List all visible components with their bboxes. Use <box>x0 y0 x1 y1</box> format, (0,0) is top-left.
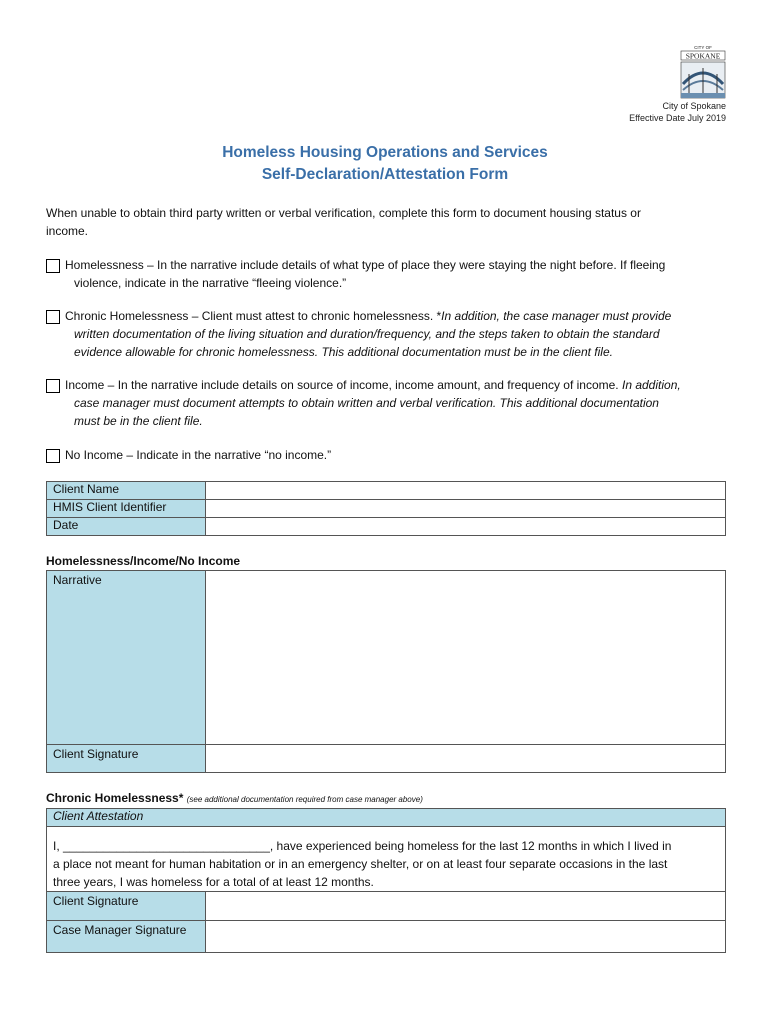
income-line3: must be in the client file. <box>74 414 203 428</box>
org-name: City of Spokane <box>662 101 726 111</box>
client-name-label: Client Name <box>47 482 206 500</box>
narrative-table <box>46 570 726 773</box>
no-income-line1: No Income – Indicate in the narrative “no income.” <box>65 448 332 462</box>
income-line1-plain: Income – In the narrative include details on source of income, income amount, and frequency of income. <box>65 378 622 392</box>
client-attestation-label: Client Attestation <box>47 809 726 827</box>
table-row <box>47 809 726 827</box>
chronic-line2: written documentation of the living situation and duration/frequency, and the steps taken to obtain the standard <box>74 327 660 341</box>
table-row <box>47 827 726 892</box>
logo-text: SPOKANE <box>685 51 721 61</box>
attestation-line1: I, _______________________________, have experienced being homeless for the last 12 months in which I lived in <box>53 839 672 853</box>
narrative-label: Narrative <box>47 571 206 745</box>
logo-top-text: CITY OF <box>694 45 712 50</box>
attestation-line2: a place not meant for human habitation or in an emergency shelter, or on at least four separate occasions in the last <box>53 857 668 871</box>
chronic-line1-plain: Chronic Homelessness – Client must attest to chronic homelessness. * <box>65 309 442 323</box>
homelessness-checkbox[interactable] <box>46 259 60 273</box>
chronic-client-signature-input[interactable] <box>206 892 726 921</box>
case-manager-signature-label: Case Manager Signature <box>47 921 206 953</box>
effective-date: Effective Date July 2019 <box>629 113 726 123</box>
table-row <box>47 571 726 745</box>
client-info-table <box>46 481 726 536</box>
table-row <box>47 892 726 921</box>
option-homelessness <box>46 256 730 292</box>
client-signature-label: Client Signature <box>47 745 206 773</box>
form-title-line2: Self-Declaration/Attestation Form <box>261 166 509 183</box>
narrative-input[interactable] <box>206 571 726 745</box>
income-checkbox[interactable] <box>46 379 60 393</box>
intro-text <box>46 204 726 240</box>
intro-line2: income. <box>46 224 89 238</box>
option-chronic-homelessness <box>46 307 730 361</box>
table-row <box>47 500 726 518</box>
date-label: Date <box>47 518 206 536</box>
hmis-id-label: HMIS Client Identifier <box>47 500 206 518</box>
table-row <box>47 745 726 773</box>
no-income-checkbox[interactable] <box>46 449 60 463</box>
chronic-heading-text: Chronic Homelessness* <box>46 791 184 805</box>
client-signature-input[interactable] <box>206 745 726 773</box>
narrative-section-heading: Homelessness/Income/No Income <box>46 554 241 568</box>
date-input[interactable] <box>206 518 726 536</box>
attestation-text <box>47 827 726 892</box>
chronic-section-heading <box>46 791 423 805</box>
option-no-income <box>46 446 730 464</box>
table-row <box>47 482 726 500</box>
homelessness-line2: violence, indicate in the narrative “fleeing violence.” <box>74 276 347 290</box>
chronic-heading-note: (see additional documentation required from case manager above) <box>186 795 423 804</box>
homelessness-line1: Homelessness – In the narrative include details of what type of place they were staying the night before. If fleeing <box>65 258 666 272</box>
chronic-table <box>46 808 726 953</box>
chronic-client-signature-label: Client Signature <box>47 892 206 921</box>
chronic-line1-italic: In addition, the case manager must provide <box>441 309 672 323</box>
table-row <box>47 518 726 536</box>
intro-line1: When unable to obtain third party written or verbal verification, complete this form to document housing status or <box>46 206 641 220</box>
city-logo <box>679 44 727 100</box>
option-income <box>46 376 730 430</box>
chronic-checkbox[interactable] <box>46 310 60 324</box>
income-line1-italic: In addition, <box>621 378 681 392</box>
hmis-id-input[interactable] <box>206 500 726 518</box>
client-name-input[interactable] <box>206 482 726 500</box>
income-line2: case manager must document attempts to obtain written and verbal verification. This additional documentation <box>74 396 659 410</box>
attestation-line3: three years, I was homeless for a total of at least 12 months. <box>53 875 374 889</box>
case-manager-signature-input[interactable] <box>206 921 726 953</box>
table-row <box>47 921 726 953</box>
form-title-line1: Homeless Housing Operations and Services <box>222 144 548 161</box>
header-meta <box>629 100 726 124</box>
chronic-line3: evidence allowable for chronic homelessness. This additional documentation must be in the client file. <box>74 345 613 359</box>
